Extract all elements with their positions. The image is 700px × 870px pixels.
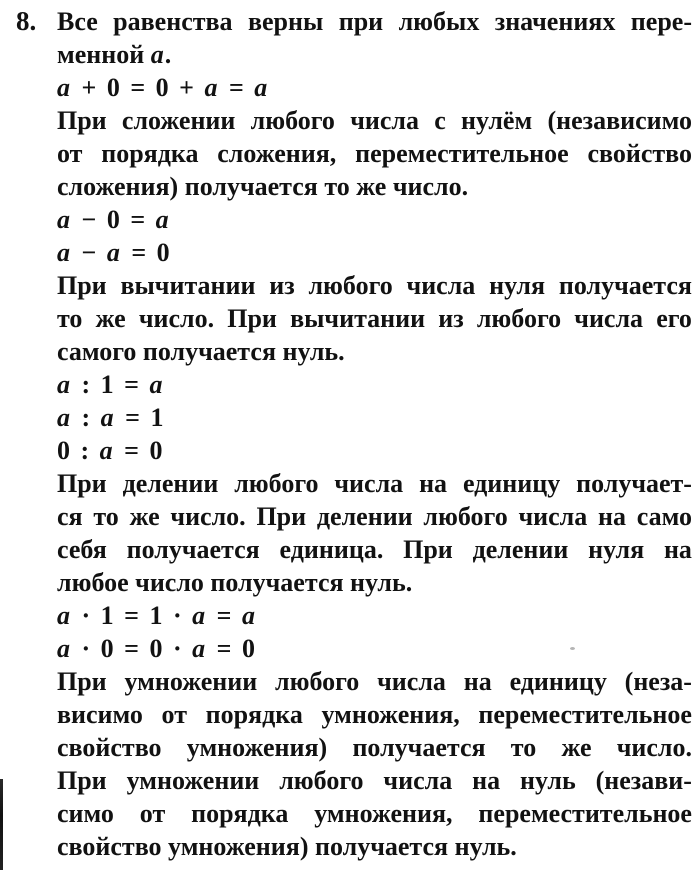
word: числа xyxy=(334,469,404,498)
variable-a: a xyxy=(57,370,71,399)
word: равенства xyxy=(113,7,233,36)
word: вычитании xyxy=(120,271,256,300)
word: любого xyxy=(234,469,319,498)
word: любого xyxy=(279,766,364,795)
word: единица. xyxy=(279,535,384,564)
word: то xyxy=(510,733,537,762)
variable-a: a xyxy=(106,238,121,267)
text-line xyxy=(57,764,692,797)
text-line xyxy=(57,467,692,500)
scan-artifact-line xyxy=(0,779,3,870)
word: переместительное xyxy=(478,799,692,828)
formula-line: a : 1 = a xyxy=(57,370,163,399)
word: получается xyxy=(352,733,486,762)
word: любого xyxy=(250,106,335,135)
word: При xyxy=(227,304,277,333)
word: на xyxy=(472,766,501,795)
word: получается xyxy=(558,271,692,300)
word: ся xyxy=(57,502,83,531)
word: вычитании xyxy=(290,304,426,333)
word: делении xyxy=(316,502,413,531)
word: числа xyxy=(350,106,419,135)
word: от xyxy=(57,139,83,168)
word: нулём xyxy=(461,106,533,135)
word: само xyxy=(636,502,692,531)
word: число. xyxy=(138,304,215,333)
text-line: самого получается нуль. xyxy=(57,337,345,366)
text-line xyxy=(57,5,692,38)
word: сложении xyxy=(121,106,236,135)
text-line xyxy=(57,104,692,137)
word: При xyxy=(57,469,107,498)
text-line xyxy=(57,302,692,335)
word: (независимо xyxy=(547,106,692,135)
word: на xyxy=(419,469,448,498)
variable-a: a xyxy=(57,238,71,267)
word: При xyxy=(57,667,107,696)
problem-text xyxy=(57,5,692,863)
word: умножении xyxy=(126,766,260,795)
word: единицу xyxy=(509,667,607,696)
variable-a: a xyxy=(204,73,218,102)
word: делении xyxy=(122,469,219,498)
variable-a: a xyxy=(192,601,206,630)
word: же xyxy=(95,304,126,333)
variable-a: a xyxy=(57,403,71,432)
word: переместительное xyxy=(355,139,569,168)
word: любого xyxy=(423,502,508,531)
formula-line: a − 0 = a xyxy=(57,205,170,234)
word: из xyxy=(438,304,464,333)
word: порядка xyxy=(101,139,199,168)
word: нуля xyxy=(489,271,546,300)
text-line xyxy=(57,500,692,533)
word: свойство xyxy=(57,733,162,762)
word: с xyxy=(434,106,446,135)
formula-line: a : a = 1 xyxy=(57,403,164,432)
word: числа xyxy=(383,766,453,795)
word: при xyxy=(338,7,384,36)
word: любого xyxy=(308,271,393,300)
text-line xyxy=(57,137,692,170)
variable-a: a xyxy=(57,205,71,234)
word: то xyxy=(93,502,119,531)
scan-speck xyxy=(570,647,575,650)
word: (неза- xyxy=(624,667,692,696)
variable-a: a xyxy=(149,370,163,399)
text-line: менной a. xyxy=(57,40,172,69)
word: При xyxy=(57,766,107,795)
text-line xyxy=(57,269,692,302)
formula-line: a · 0 = 0 · a = 0 xyxy=(57,634,256,663)
word: от xyxy=(139,799,166,828)
word: При xyxy=(57,106,107,135)
variable-a: a xyxy=(57,73,71,102)
word: значениях xyxy=(494,7,616,36)
word: нуль xyxy=(520,766,576,795)
word: пере- xyxy=(630,7,692,36)
word: числа xyxy=(518,502,588,531)
word: из xyxy=(269,271,295,300)
text-line xyxy=(57,731,692,764)
word: число. xyxy=(616,733,692,762)
word: же xyxy=(561,733,592,762)
word: нуля xyxy=(588,535,645,564)
word: числа xyxy=(406,271,476,300)
word: умножения, xyxy=(314,799,453,828)
word: При xyxy=(57,271,107,300)
word: сложения, xyxy=(217,139,337,168)
variable-a: a xyxy=(57,601,71,630)
word: Все xyxy=(57,7,98,36)
formula-line: a + 0 = 0 + a = a xyxy=(57,73,268,102)
variable-a: a xyxy=(57,634,71,663)
text-line xyxy=(57,533,692,566)
word: от xyxy=(161,700,187,729)
word: верны xyxy=(247,7,324,36)
word: любых xyxy=(398,7,480,36)
text-line: сложения) получается то же число. xyxy=(57,172,469,201)
variable-a: a xyxy=(254,73,268,102)
word: же xyxy=(129,502,160,531)
word: любого xyxy=(476,304,562,333)
word: единицу xyxy=(462,469,561,498)
word: (незави- xyxy=(595,766,692,795)
word: на xyxy=(463,667,492,696)
formula-line: 0 : a = 0 xyxy=(57,436,163,465)
word: При xyxy=(403,535,453,564)
word: получается xyxy=(126,535,260,564)
text-line xyxy=(57,665,692,698)
text-line xyxy=(57,797,692,830)
word: умножения, xyxy=(321,700,460,729)
word: умножения) xyxy=(186,733,328,762)
formula-line: a · 1 = 1 · a = a xyxy=(57,601,256,630)
word: умножении xyxy=(124,667,258,696)
word: висимо xyxy=(57,700,143,729)
variable-a: a xyxy=(150,40,164,69)
word: порядка xyxy=(191,799,289,828)
formula-line: a − a = 0 xyxy=(57,238,171,267)
variable-a: a xyxy=(242,601,256,630)
word: делении xyxy=(472,535,569,564)
variable-a: a xyxy=(99,436,114,465)
word: симо xyxy=(57,799,114,828)
word: переместительное xyxy=(478,700,692,729)
word: При xyxy=(256,502,307,531)
word: то xyxy=(57,304,83,333)
variable-a: a xyxy=(155,205,170,234)
word: получает- xyxy=(576,469,692,498)
word: порядка xyxy=(205,700,303,729)
word: себя xyxy=(57,535,107,564)
word: числа xyxy=(574,304,644,333)
word: его xyxy=(656,304,692,333)
word: на xyxy=(598,502,626,531)
word: число. xyxy=(170,502,246,531)
variable-a: a xyxy=(100,403,115,432)
word: свойство xyxy=(587,139,692,168)
problem-number: 8. xyxy=(16,6,37,36)
text-line: любое число получается нуль. xyxy=(57,568,413,597)
word: числа xyxy=(377,667,446,696)
text-line: свойство умножения) получается нуль. xyxy=(57,832,517,861)
variable-a: a xyxy=(192,634,206,663)
word: любого xyxy=(275,667,360,696)
word: на xyxy=(663,535,692,564)
text-line xyxy=(57,698,692,731)
